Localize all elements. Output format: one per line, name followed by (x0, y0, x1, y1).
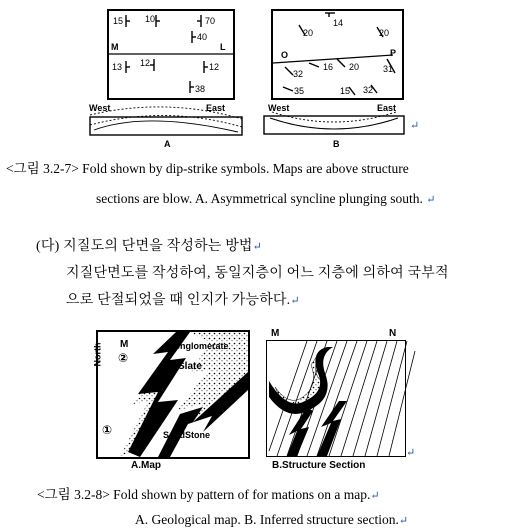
section-body-line1 (66, 265, 449, 283)
section-a-label: A (164, 139, 171, 149)
return-mark: ↵ (252, 241, 263, 253)
dip-label: 13 (112, 62, 123, 72)
dip-label: 15 (340, 86, 351, 96)
dip-label: 20 (379, 28, 390, 38)
dip-label: 16 (323, 62, 334, 72)
dip-label: 20 (349, 62, 360, 72)
dip-label: 10 (145, 14, 156, 24)
heading-text: (다) 지질도의 단면을 작성하는 방법 (36, 239, 253, 254)
caption-text: sections are blow. A. Asymmetrical syncline plunging south. (96, 191, 423, 206)
dip-label: 40 (197, 32, 208, 42)
conglomerate-label: Conglomerate (168, 341, 229, 351)
caption-3-2-7-line1 (6, 160, 409, 177)
caption-text: <그림 3.2-7> Fold shown by dip-strike symbols. Maps are above structure (6, 161, 409, 176)
section-m-label: M (271, 328, 280, 339)
section-n-label: N (389, 328, 397, 339)
body-text: 으로 단절되었을 때 인지가 가능하다. (66, 293, 291, 308)
map-b-right-letter: P (390, 48, 397, 58)
section-a-diagram (86, 103, 246, 139)
structure-section-drawing (267, 341, 405, 456)
caption-3-2-7-line2 (96, 190, 435, 209)
map-n-label: N (218, 403, 226, 414)
map-number-1: ① (102, 423, 113, 437)
section-body-line2 (66, 292, 300, 310)
caption-text: A. Geological map. B. Inferred structure section. (135, 512, 399, 527)
return-mark: ↵ (410, 120, 420, 132)
section-b-label: B (333, 139, 340, 149)
dip-label: 70 (205, 16, 216, 26)
dip-label: 12 (140, 58, 151, 68)
map-a (107, 9, 235, 100)
caption-text: <그림 3.2-8> Fold shown by pattern of for mations on a map. (37, 487, 371, 502)
map-number-2: ② (118, 351, 129, 365)
map-caption-label: A.Map (131, 460, 161, 471)
dip-label: 15 (113, 16, 124, 26)
dip-label: 32 (363, 85, 374, 95)
section-b-west: West (268, 103, 290, 113)
caption-3-2-8-line1 (37, 486, 380, 505)
section-caption-label: B.Structure Section (272, 460, 366, 471)
return-mark: ↵ (406, 447, 416, 459)
section-b-diagram (262, 110, 410, 136)
dip-label: 20 (303, 28, 314, 38)
section-a-east: East (206, 103, 226, 113)
return-mark: ↵ (290, 295, 300, 307)
dip-label: 35 (294, 86, 305, 96)
map-b-left-letter: O (281, 50, 289, 60)
sandstone-label: SandStone (163, 430, 211, 440)
slate-label: Slate (178, 361, 202, 372)
north-label: North (92, 342, 103, 367)
map-a-left-letter: M (111, 42, 119, 52)
dip-label: 14 (333, 18, 344, 28)
caption-3-2-8-line2 (135, 511, 408, 530)
dip-label: 31 (383, 64, 394, 74)
return-mark: ↵ (398, 515, 409, 527)
return-mark: ↵ (426, 194, 436, 206)
section-b-east: East (377, 103, 397, 113)
map-b (271, 9, 404, 100)
return-mark: ↵ (370, 490, 380, 502)
map-a-right-letter: L (220, 42, 226, 52)
section-a-west: West (89, 103, 111, 113)
section-heading (36, 238, 262, 256)
body-text: 지질단면도를 작성하여, 동일지층이 어느 지층에 의하여 국부적 (66, 266, 449, 281)
dip-label: 32 (293, 69, 304, 79)
structure-section (266, 340, 406, 457)
dip-label: 38 (195, 84, 206, 94)
map-m-label: M (120, 339, 129, 350)
geologic-map (92, 330, 250, 459)
dip-label: 12 (209, 62, 220, 72)
